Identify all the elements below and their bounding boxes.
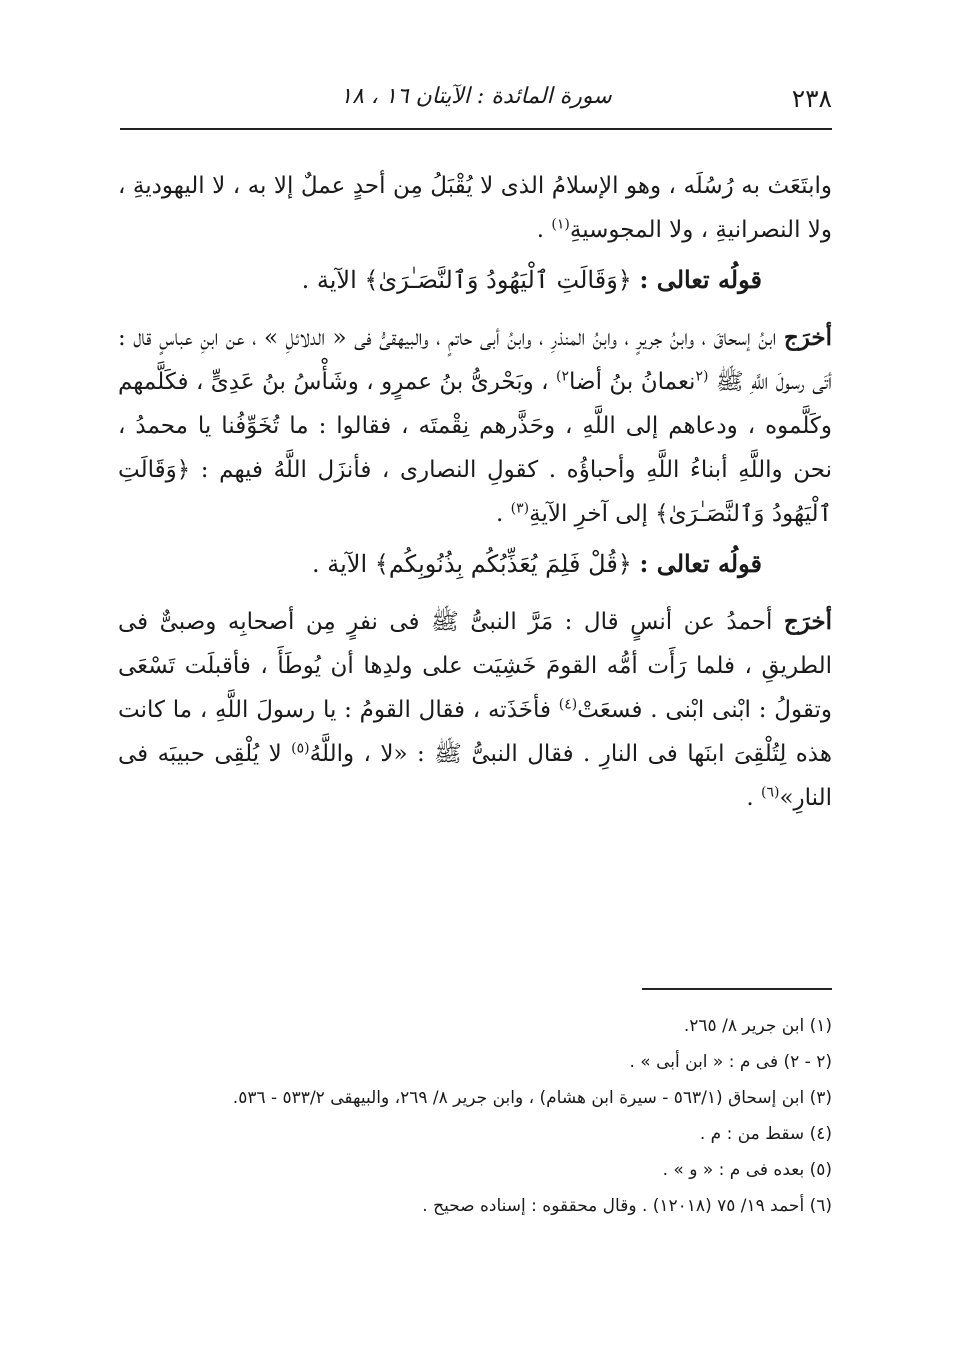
paragraph-2-text-b: نعمانُ بنُ أضا — [569, 369, 696, 395]
ayah-heading-2 — [118, 542, 832, 586]
paragraph-2-lead: أخرَج — [783, 324, 832, 351]
footnote-3: (٣) ابن إسحاق (٥٦٣/١ - سيرة ابن هشام) ، وابن جرير ٨/ ٢٦٩، والبيهقى ٥٣٣/٢ - ٥٣٦. — [232, 1088, 832, 1108]
footnote-mark-4: (٤) — [558, 696, 578, 713]
footnote-1: (١) ابن جرير ٨/ ٢٦٥. — [683, 1016, 832, 1036]
paragraph-1 — [118, 164, 832, 252]
running-title: سورة المائدة : الآيتان ١٦ ، ١٨ — [340, 84, 612, 109]
footnote-mark-2-open: (٢ — [695, 368, 709, 385]
paragraph-3 — [118, 600, 832, 820]
paragraph-3-lead: أخرَج — [783, 608, 832, 635]
paragraph-1-end: . — [536, 217, 552, 243]
footnote-6: (٦) أحمد ١٩/ ٧٥ (١٢٠١٨) . وقال محققوه : إسناده صحيح . — [422, 1196, 832, 1216]
paragraph-2-text-c: ، وبَحْرىُّ بنُ عمرٍو ، وشَأْسُ بنُ عَدِىٍّ ، فكَلَّمهم وكَلَّموه ، ودعاهم إلى اللَّهِ ، وحَذَّرهم نِقْمتَه ، فقالوا : ما تُخَوِّفُنا يا محمدُ ، نحن واللَّهِ أبناءُ اللَّهِ وأحباؤُه . كقولِ النصارى ، فأنزَل اللَّهُ فيهم : ﴿وَقَالَتِ ٱلْيَهُودُ وَٱلنَّصَـٰرَىٰ﴾ إلى آخرِ الآيةِ — [118, 369, 832, 527]
paragraph-3-end: . — [746, 785, 761, 811]
footnote-4: (٤) سقط من : م . — [699, 1124, 832, 1144]
paragraph-3-text-c: لا يُلْقِى حبيبَه فى النارِ» — [118, 741, 832, 811]
paragraph-2 — [118, 316, 832, 536]
footnote-mark-3: (٣) — [510, 500, 530, 517]
footnotes — [118, 1008, 832, 1224]
footnote-mark-6: (٦) — [761, 784, 780, 801]
page-header — [120, 78, 832, 118]
footnote-mark-1: (١) — [551, 216, 570, 233]
footnote-2: (٢ - ٢) فى م : « ابن أبى » . — [629, 1052, 832, 1072]
page-number: ٢٣٨ — [791, 84, 832, 113]
footnotes-rule — [642, 988, 832, 990]
ayah-heading-1-text: ﴿وَقَالَتِ ٱلْيَهُودُ وَٱلنَّصَـٰرَىٰ﴾ الآية . — [301, 266, 640, 294]
paragraph-3-text-b: فأخَذَته ، فقال القومُ : يا رسولَ اللَّهِ ، ما كانت هذه لِتُلْقِىَ ابنَها فى النارِ . فقال النبىُّ ﷺ : «لا ، واللَّهُ — [118, 697, 833, 767]
footnote-mark-2-close: ٢) — [556, 368, 570, 385]
paragraph-1-text: وابتَعَث به رُسُلَه ، وهو الإسلامُ الذى لا يُقْبَلُ مِن أحدٍ عملٌ إلا به ، لا اليهوديةِ ، ولا النصرانيةِ ، ولا المجوسيةِ — [118, 173, 832, 243]
ayah-heading-1 — [118, 258, 832, 302]
ayah-heading-2-lead: قولُه تعالى : — [639, 549, 762, 578]
main-text — [118, 164, 832, 820]
ayah-heading-1-lead: قولُه تعالى : — [639, 265, 762, 294]
paragraph-3-text-a: أحمدُ عن أنسٍ قال : مَرَّ النبىُّ ﷺ فى نفرٍ مِن أصحابِه وصبىٌّ فى الطريقِ ، فلما رَأَت أمُّه القومَ خَشِيَت على ولدِها أن يُوطَأَ ، فأقبلَت تَسْعَى وتقولُ : ابْنى ابْنى . فسعَتْ — [118, 609, 832, 723]
paragraph-2-end: . — [496, 501, 511, 527]
paragraph-2-text-a: ابنُ إسحاقَ ، وابنُ جريرٍ ، وابنُ المنذرِ ، وابنُ أبى حاتمٍ ، والبيهقىُّ فى « الدلائلِ » ، عن ابنِ عباسٍ قال : أتَى رسولَ اللَّهِ ﷺ — [118, 325, 832, 395]
header-rule — [120, 128, 832, 130]
ayah-heading-2-text: ﴿قُلْ فَلِمَ يُعَذِّبُكُم بِذُنُوبِكُم﴾ الآية . — [311, 550, 640, 578]
footnote-mark-5: (٥) — [291, 740, 310, 757]
footnote-5: (٥) بعده فى م : « و » . — [662, 1160, 832, 1180]
